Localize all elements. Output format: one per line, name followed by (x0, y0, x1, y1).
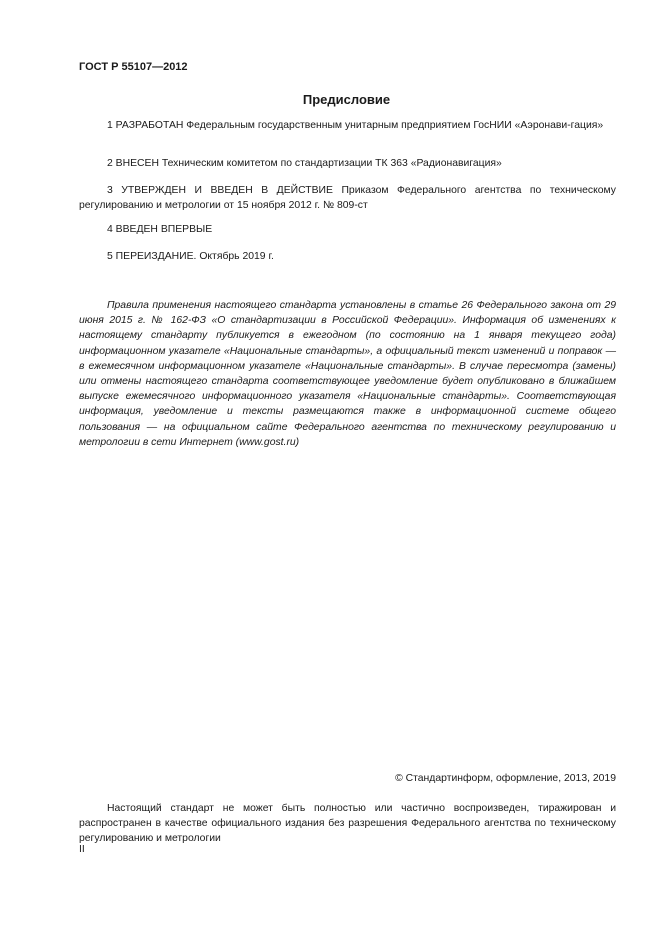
preface-item-5: 5 ПЕРЕИЗДАНИЕ. Октябрь 2019 г. (107, 251, 274, 262)
standard-application-note: Правила применения настоящего стандарта установлены в статье 26 Федерального закона от 29 июня 2015 г. № 162-ФЗ «О стандартизации в Российской Федерации». Информация об изменениях к настоящему стандарту публикуется в ежегодном (по состоянию на 1 января текущего года) информационном указателе «Национальные стандарты», а официальный текст изменений и поправок — в ежемесячном информационном указателе «Национальные стандарты». В случае пересмотра (замены) или отмены настоящего стандарта соответствующее уведомление будет опубликовано в ближайшем выпуске ежемесячного информационного указателя «Национальные стандарты». Соответствующая информация, уведомление и тексты размещаются также в информационной системе общего пользования — на официальном сайте Федерального агентства по техническому регулированию и метрологии в сети Интернет (www.gost.ru) (79, 300, 616, 448)
preface-item-2: 2 ВНЕСЕН Техническим комитетом по стандартизации ТК 363 «Радионавигация» (107, 158, 502, 169)
preface-title: Предисловие (302, 92, 391, 107)
page-number: II (79, 844, 85, 855)
reproduction-notice: Настоящий стандарт не может быть полностью или частично воспроизведен, тиражирован и распространен в качестве официального издания без разрешения Федерального агентства по техническому регулированию и метрологии (79, 803, 616, 844)
preface-item-3: 3 УТВЕРЖДЕН И ВВЕДЕН В ДЕЙСТВИЕ Приказом Федерального агентства по техническому регулированию и метрологии от 15 ноября 2012 г. № 809-ст (79, 185, 616, 211)
copyright-line: © Стандартинформ, оформление, 2013, 2019 (395, 773, 616, 784)
preface-item-4: 4 ВВЕДЕН ВПЕРВЫЕ (107, 224, 213, 235)
preface-item-1: 1 РАЗРАБОТАН Федеральным государственным унитарным предприятием ГосНИИ «Аэронави-гация» (107, 120, 604, 131)
document-code: ГОСТ Р 55107—2012 (79, 61, 188, 73)
